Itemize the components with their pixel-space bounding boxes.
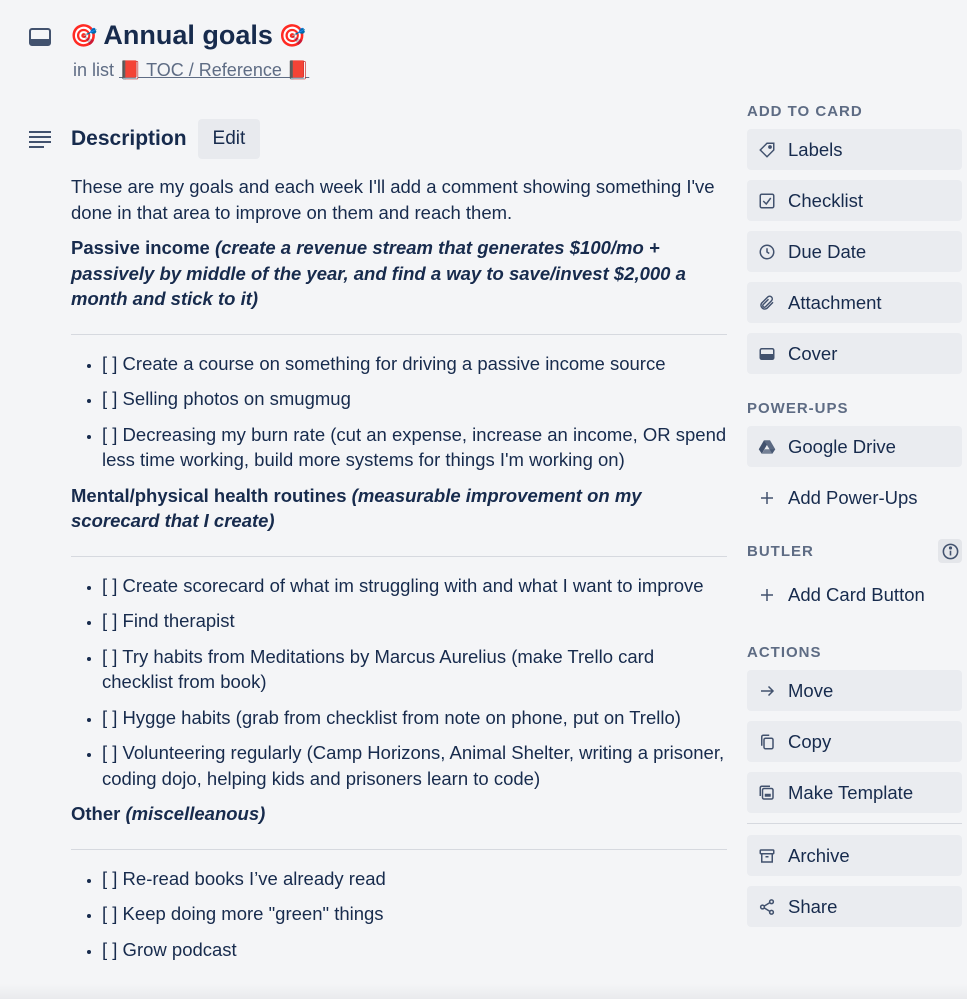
copy-button[interactable]: Copy xyxy=(747,721,962,762)
due-date-button[interactable]: Due Date xyxy=(747,231,962,272)
in-list-info xyxy=(73,60,309,81)
list-item: • [ ] Try habits from Meditations by Marcus Aurelius (make Trello card checklist from book) xyxy=(102,644,727,695)
section-heading: Other (miscelleanous) xyxy=(71,803,266,824)
goal-list xyxy=(71,573,727,792)
template-icon xyxy=(758,784,776,802)
list-item: • [ ] Hygge habits (grab from checklist from note on phone, put on Trello) xyxy=(102,705,727,731)
in-list-label: in list xyxy=(73,60,115,80)
description-heading: Description xyxy=(71,127,187,150)
list-item: • [ ] Decreasing my burn rate (cut an expense, increase an income, OR spend less time working, build more systems for things I'm working on) xyxy=(102,422,727,473)
google-drive-button[interactable]: Google Drive xyxy=(747,426,962,467)
description-icon xyxy=(28,127,52,151)
goal-list xyxy=(71,866,727,963)
add-to-card-heading: ADD TO CARD xyxy=(747,102,863,120)
section-heading: Mental/physical health routines (measurable improvement on my scorecard that I create) xyxy=(71,484,642,531)
card-icon xyxy=(28,25,52,49)
tag-icon xyxy=(758,141,776,159)
butler-heading: BUTLER xyxy=(747,540,962,562)
power-ups-heading: POWER-UPS xyxy=(747,399,849,417)
list-item: • [ ] Create scorecard of what im struggling with and what I want to improve xyxy=(102,573,727,599)
add-power-ups-button[interactable]: Add Power-Ups xyxy=(747,477,962,518)
google-drive-icon xyxy=(758,438,776,456)
description-body[interactable] xyxy=(71,174,727,972)
archive-icon xyxy=(758,847,776,865)
list-item: • [ ] Volunteering regularly (Camp Horizons, Animal Shelter, writing a prisoner, coding dojo, helping kids and prisoners learn to code) xyxy=(102,740,727,791)
cover-button[interactable]: Cover xyxy=(747,333,962,374)
list-item: • [ ] Selling photos on smugmug xyxy=(102,386,727,412)
section-heading: Passive income (create a revenue stream that generates $100/mo + passively by middle of the year, and find a way to save/invest $2,000 a month and stick to it) xyxy=(71,237,686,309)
divider xyxy=(71,556,727,557)
cover-icon xyxy=(758,345,776,363)
target-emoji: 🎯 xyxy=(70,22,98,48)
labels-button[interactable]: Labels xyxy=(747,129,962,170)
attachment-button[interactable]: Attachment xyxy=(747,282,962,323)
edit-description-button[interactable]: Edit xyxy=(198,119,261,159)
plus-icon xyxy=(758,489,776,507)
card-title-text: Annual goals xyxy=(103,20,273,50)
list-item: • [ ] Keep doing more "green" things xyxy=(102,901,727,927)
clock-icon xyxy=(758,243,776,261)
divider xyxy=(747,823,962,824)
list-item: • [ ] Create a course on something for driving a passive income source xyxy=(102,351,727,377)
share-icon xyxy=(758,898,776,916)
archive-button[interactable]: Archive xyxy=(747,835,962,876)
scroll-fade xyxy=(0,984,967,999)
info-icon[interactable] xyxy=(938,539,962,563)
make-template-button[interactable]: Make Template xyxy=(747,772,962,813)
goal-list xyxy=(71,351,727,473)
arrow-right-icon xyxy=(758,682,776,700)
target-emoji: 🎯 xyxy=(278,22,307,48)
list-link[interactable]: 📕 TOC / Reference 📕 xyxy=(119,60,310,80)
move-button[interactable]: Move xyxy=(747,670,962,711)
card-sidebar xyxy=(747,100,962,937)
checklist-button[interactable]: Checklist xyxy=(747,180,962,221)
add-card-button-button[interactable]: Add Card Button xyxy=(747,574,962,615)
list-item: • [ ] Find therapist xyxy=(102,608,727,634)
divider xyxy=(71,849,727,850)
divider xyxy=(71,334,727,335)
plus-icon xyxy=(758,586,776,604)
list-item: • [ ] Grow podcast xyxy=(102,937,727,963)
share-button[interactable]: Share xyxy=(747,886,962,927)
description-intro: These are my goals and each week I'll add a comment showing something I've done in that area to improve on them and reach them. xyxy=(71,176,715,223)
description-header xyxy=(71,119,260,159)
list-item: • [ ] Re-read books I’ve already read xyxy=(102,866,727,892)
actions-heading: ACTIONS xyxy=(747,643,822,661)
paperclip-icon xyxy=(758,294,776,312)
checklist-icon xyxy=(758,192,776,210)
copy-icon xyxy=(758,733,776,751)
card-title[interactable] xyxy=(70,20,306,51)
